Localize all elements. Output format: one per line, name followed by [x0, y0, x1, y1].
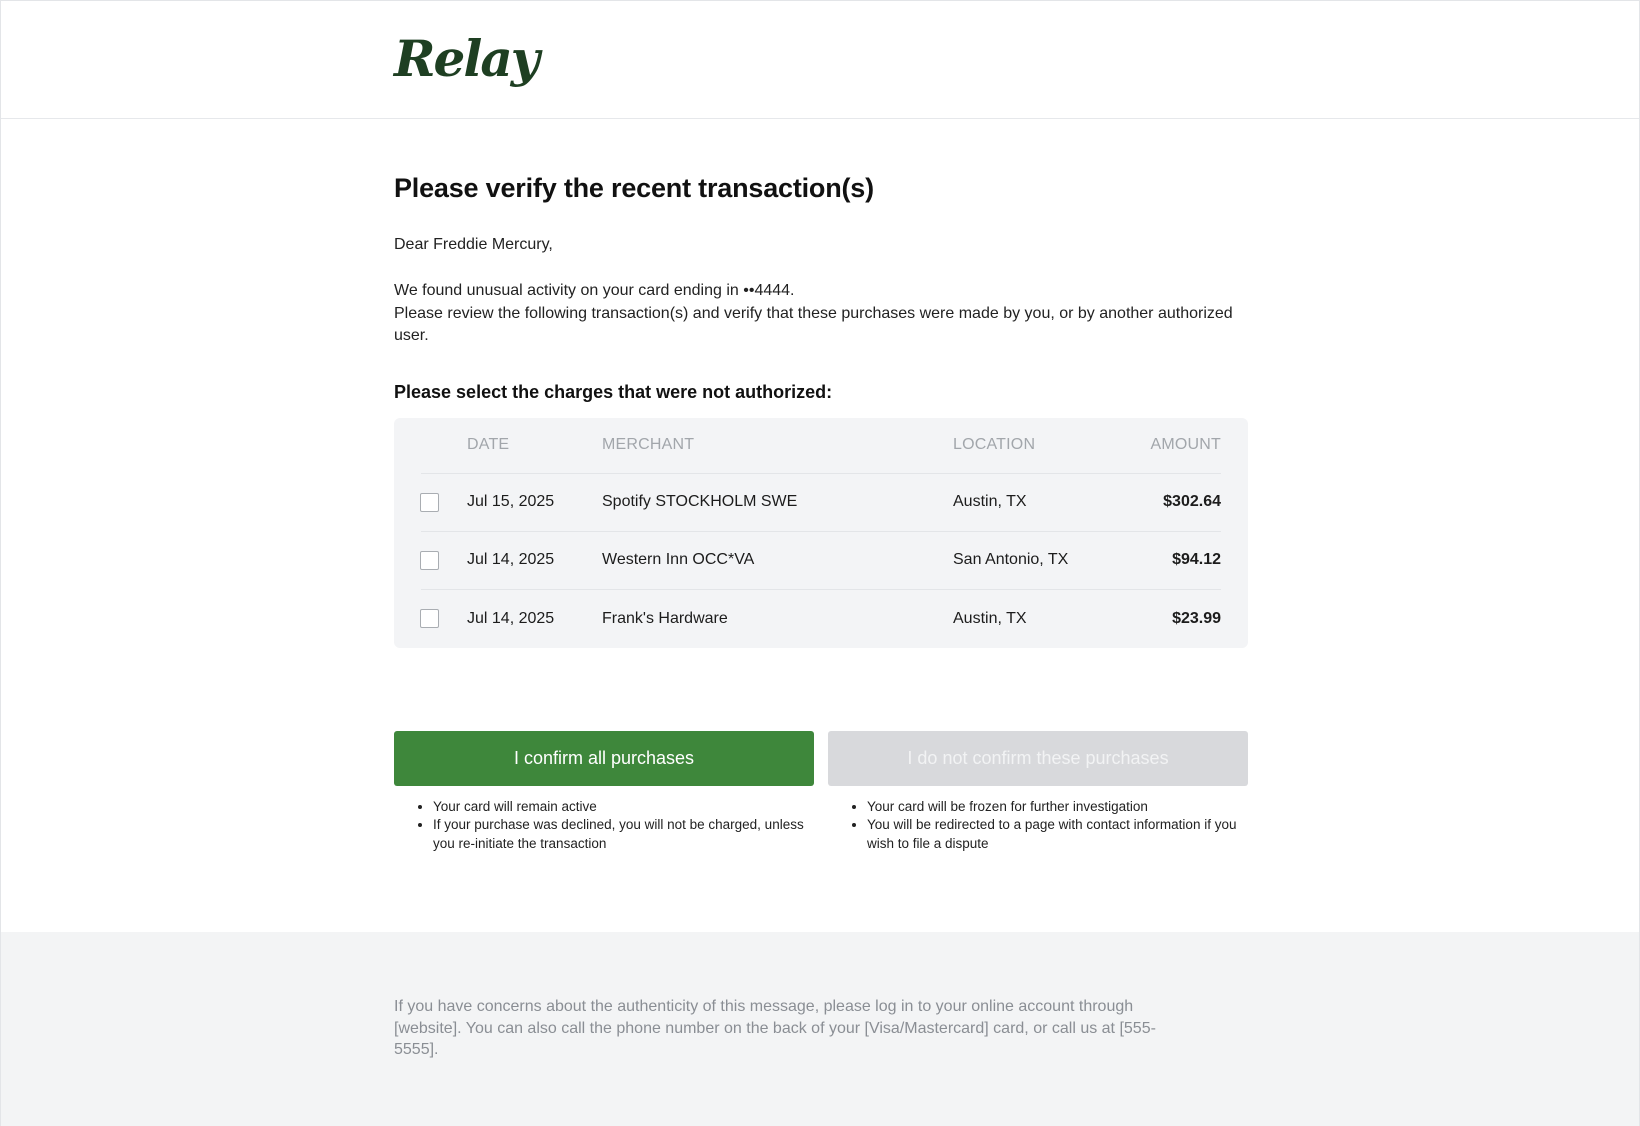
deny-note-item: • Your card will be frozen for further investigation	[867, 798, 1248, 817]
select-charges-label: Please select the charges that were not authorized:	[394, 381, 833, 402]
page-title: Please verify the recent transaction(s)	[394, 173, 874, 203]
confirm-note-item: • If your purchase was declined, you will not be charged, unless you re-initiate the transaction	[433, 816, 814, 853]
transaction-date: Jul 15, 2025	[467, 493, 555, 510]
table-row	[421, 474, 1221, 532]
table-row	[421, 590, 1221, 648]
transaction-location: San Antonio, TX	[953, 551, 1069, 568]
transactions-table	[394, 418, 1248, 648]
confirm-column	[394, 731, 814, 854]
transaction-merchant: Frank's Hardware	[602, 609, 728, 627]
table-row	[421, 532, 1221, 590]
email-header	[1, 1, 1639, 119]
email-footer	[1, 932, 1639, 1126]
deny-notes	[828, 798, 1248, 854]
intro-line-2: Please review the following transaction(s) and verify that these purchases were made by you, or by another authorized user.	[394, 304, 1233, 344]
transaction-location: Austin, TX	[953, 609, 1027, 627]
confirm-notes	[394, 798, 814, 854]
transaction-merchant: Spotify STOCKHOLM SWE	[602, 493, 798, 510]
header-merchant: MERCHANT	[602, 436, 695, 453]
transaction-amount: $94.12	[1172, 551, 1221, 568]
transaction-checkbox[interactable]	[420, 609, 439, 628]
action-buttons	[394, 731, 1248, 854]
transaction-checkbox[interactable]	[420, 551, 439, 570]
deny-column	[828, 731, 1248, 854]
transaction-amount: $302.64	[1163, 493, 1221, 510]
transaction-amount: $23.99	[1172, 609, 1221, 627]
transaction-date: Jul 14, 2025	[467, 609, 555, 627]
confirm-all-purchases-button[interactable]: I confirm all purchases	[394, 731, 814, 786]
header-location: LOCATION	[953, 436, 1036, 453]
header-amount: AMOUNT	[1150, 436, 1221, 453]
footer-disclaimer: If you have concerns about the authenticity of this message, please log in to your online account through [website]. You can also call the phone number on the back of your [Visa/Mastercard] card, or call us at [555-5555].	[394, 998, 1156, 1058]
table-header	[421, 418, 1221, 474]
confirm-note-item: • Your card will remain active	[433, 798, 814, 817]
greeting-text: Dear Freddie Mercury,	[394, 236, 553, 253]
transaction-location: Austin, TX	[953, 493, 1027, 510]
deny-note-item: • You will be redirected to a page with contact information if you wish to file a dispute	[867, 816, 1248, 853]
relay-logo: Relay	[394, 29, 538, 88]
email-content	[394, 119, 1248, 853]
intro-text	[394, 280, 1248, 348]
transaction-date: Jul 14, 2025	[467, 551, 555, 568]
do-not-confirm-button[interactable]: I do not confirm these purchases	[828, 731, 1248, 786]
intro-line-1: We found unusual activity on your card ending in ••4444.	[394, 282, 795, 299]
header-date: DATE	[467, 436, 510, 453]
transaction-checkbox[interactable]	[420, 493, 439, 512]
transaction-merchant: Western Inn OCC*VA	[602, 551, 755, 568]
